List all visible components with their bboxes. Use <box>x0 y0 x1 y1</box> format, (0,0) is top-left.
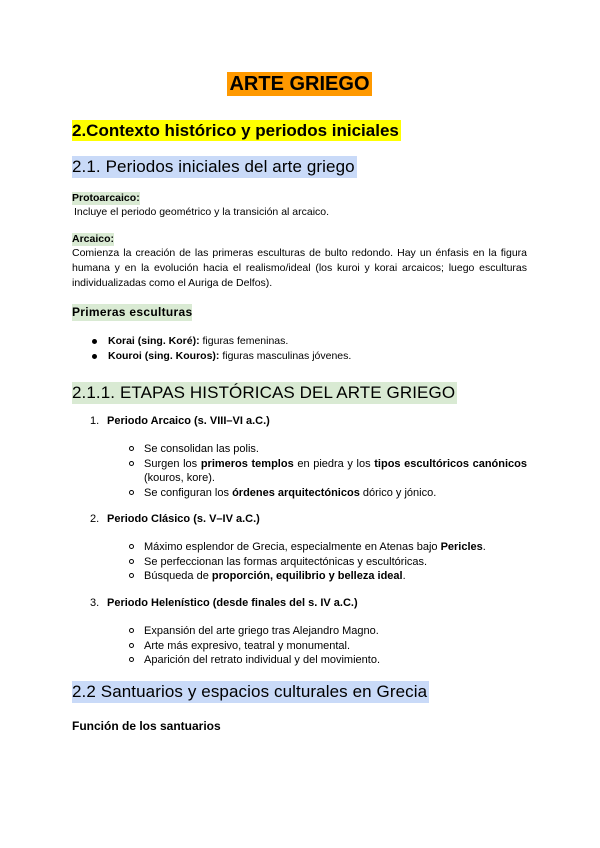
period-item <box>129 486 527 501</box>
section-2-1-heading: 2.1. Periodos iniciales del arte griego <box>72 157 355 176</box>
bullet-text: figuras masculinas jóvenes. <box>219 350 352 362</box>
hollow-bullet-icon <box>129 446 134 451</box>
period-item-bold: órdenes arquitectónicos <box>232 486 360 499</box>
period-item-bold: proporción, equilibrio y belleza ideal <box>211 570 403 582</box>
period-item-text: Se perfeccionan las formas arquitectónicas y escultóricas. <box>144 555 428 568</box>
bullet-bold-term: Kouroi (sing. Kouros): <box>108 350 220 362</box>
period-item <box>129 639 527 654</box>
period-items-list <box>129 442 527 500</box>
period-item <box>129 442 527 457</box>
bullet-dot-icon <box>92 339 97 344</box>
hollow-bullet-icon <box>129 544 134 549</box>
protoarcaico-text: Incluye el periodo geométrico y la transición al arcaico. <box>74 206 330 218</box>
hollow-bullet-icon <box>129 643 134 648</box>
period-title-text: Periodo Helenístico (desde finales del s. IV a.C.) <box>107 597 358 609</box>
bullet-text: figuras femeninas. <box>199 335 289 347</box>
period-item <box>129 540 527 555</box>
period-item-bold: tipos escultóricos canónicos <box>374 457 527 470</box>
period-item <box>129 457 527 486</box>
period-item <box>129 555 527 570</box>
primeras-esculturas-item <box>92 334 351 349</box>
hollow-bullet-icon <box>129 657 134 662</box>
period-title-text: Periodo Clásico (s. V–IV a.C.) <box>107 513 260 525</box>
period-number: 1. <box>90 415 100 427</box>
protoarcaico-label: Protoarcaico: <box>72 192 140 204</box>
primeras-esculturas-list <box>92 334 351 364</box>
period-item-text: Se consolidan las polis. <box>144 443 259 455</box>
hollow-bullet-icon <box>129 559 134 564</box>
period-item-text: . <box>482 541 486 553</box>
bullet-bold-term: Korai (sing. Koré): <box>108 335 200 347</box>
period-title <box>90 596 358 611</box>
section-2-heading: 2.Contexto histórico y periodos iniciales <box>72 121 399 140</box>
title-container <box>72 72 527 96</box>
arcaico-text: Comienza la creación de las primeras esculturas de bulto redondo. Hay un énfasis en la figura humana y en la evolución hacia el realismo/ideal (los kuroi y korai arcaicos; luego esculturas individualizadas como el Auriga de Delfos). <box>72 247 527 289</box>
period-item-text: . <box>402 570 406 582</box>
bullet-dot-icon <box>92 354 97 359</box>
period-number: 3. <box>90 597 100 609</box>
section-2-2-heading: 2.2 Santuarios y espacios culturales en Grecia <box>72 682 428 701</box>
period-title <box>90 512 260 527</box>
period-items-list <box>129 624 527 668</box>
period-title-text: Periodo Arcaico (s. VIII–VI a.C.) <box>107 415 270 427</box>
period-item-text: Expansión del arte griego tras Alejandro Magno. <box>144 625 379 637</box>
period-item-bold: Pericles <box>440 541 483 553</box>
period-item-text: Búsqueda de <box>144 570 212 582</box>
period-item-bold: primeros templos <box>200 457 294 470</box>
period-item-text: Surgen los <box>144 457 201 470</box>
period-item <box>129 569 527 584</box>
period-item-text: en piedra y los <box>293 457 375 470</box>
section-2-1-1-heading: 2.1.1. ETAPAS HISTÓRICAS DEL ARTE GRIEGO <box>72 383 456 402</box>
period-item-text: dórico y jónico. <box>359 486 437 499</box>
hollow-bullet-icon <box>129 628 134 633</box>
document-title: ARTE GRIEGO <box>229 73 370 95</box>
primeras-esculturas-item <box>92 349 351 364</box>
period-item-text: Aparición del retrato individual y del movimiento. <box>144 654 381 666</box>
primeras-esculturas-heading: Primeras esculturas <box>72 305 193 319</box>
hollow-bullet-icon <box>129 573 134 578</box>
period-item-text: (kouros, kore). <box>144 472 215 484</box>
period-item-text: Arte más expresivo, teatral y monumental. <box>144 639 351 652</box>
period-item-text: Máximo esplendor de Grecia, especialmente en Atenas bajo <box>144 541 441 553</box>
period-items-list <box>129 540 527 584</box>
hollow-bullet-icon <box>129 461 134 466</box>
period-item <box>129 624 527 639</box>
funcion-santuarios-heading: Función de los santuarios <box>72 719 221 733</box>
arcaico-label: Arcaico: <box>72 233 115 245</box>
period-item <box>129 653 527 668</box>
hollow-bullet-icon <box>129 490 134 495</box>
period-item-text: Se configuran los <box>144 486 233 499</box>
period-number: 2. <box>90 513 100 525</box>
period-title <box>90 414 270 429</box>
